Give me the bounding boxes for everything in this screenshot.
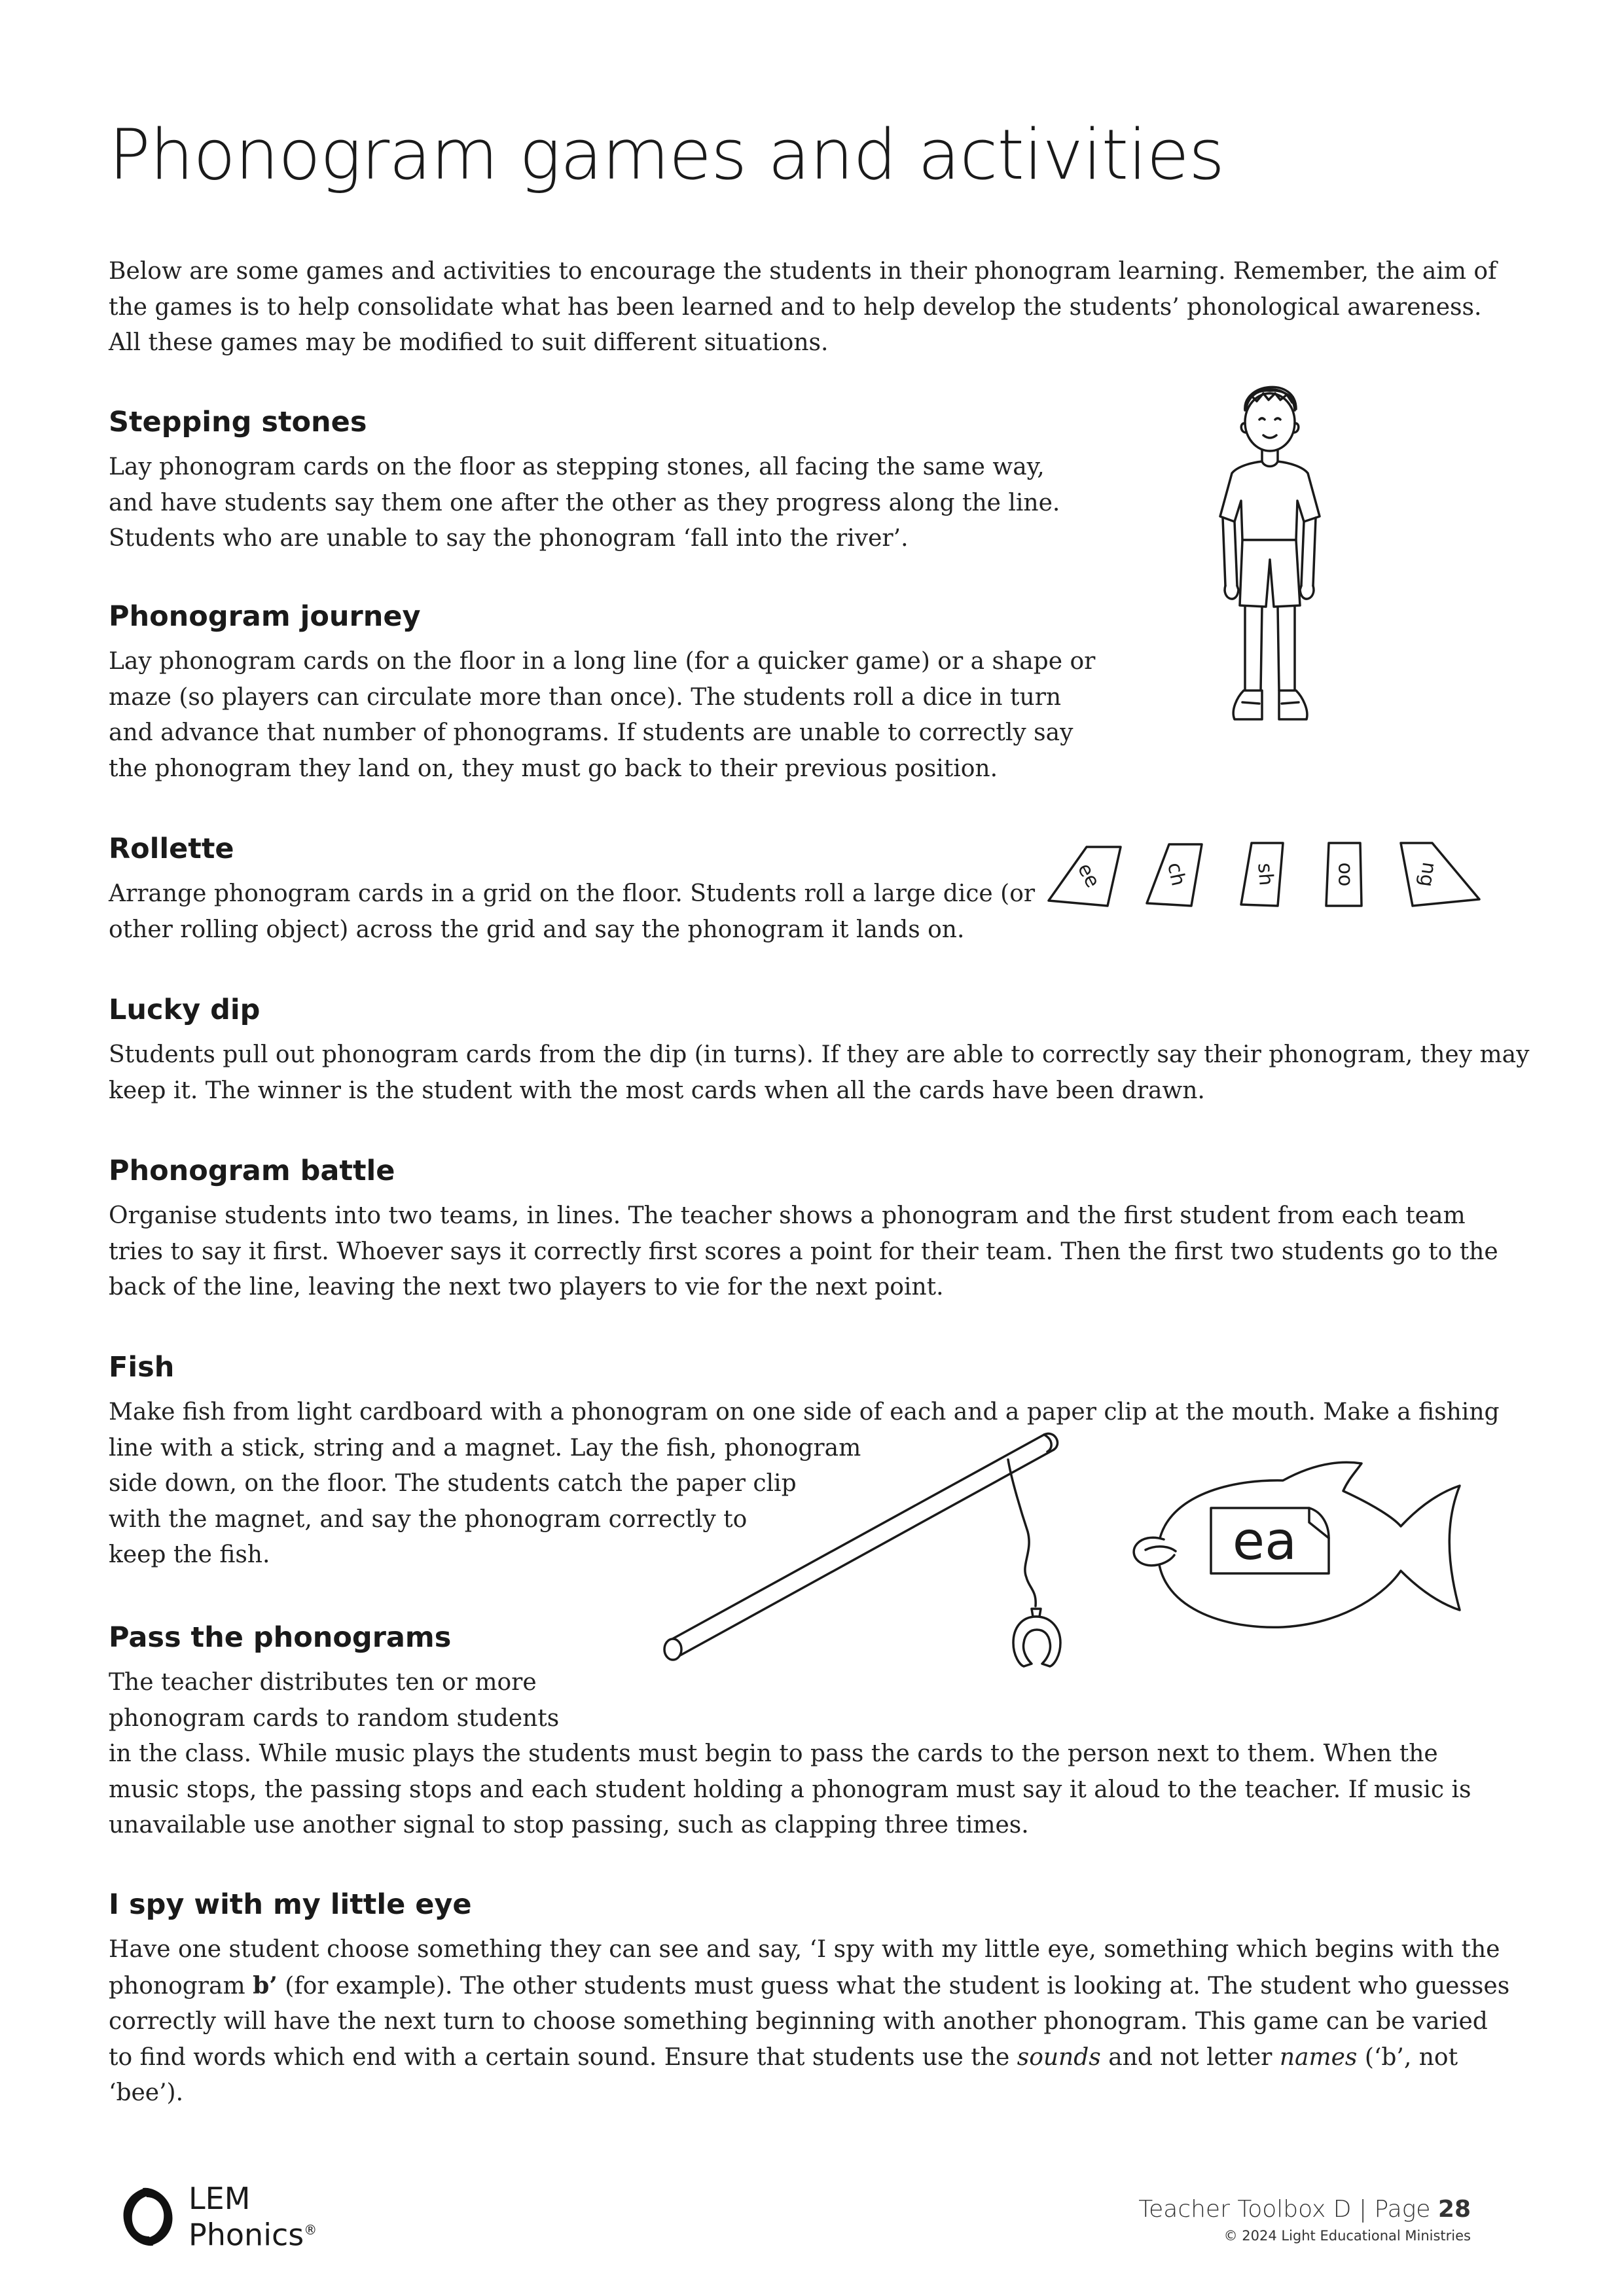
section-line: line with a stick, string and a magnet. Lay the fish, phonogram	[109, 1434, 861, 1462]
section-heading: Pass the phonograms	[109, 1621, 452, 1654]
logo-line-2: Phonics	[189, 2217, 304, 2253]
section-heading: Phonogram journey	[109, 600, 421, 633]
section-line: side down, on the floor. The students catch the paper clip	[109, 1470, 797, 1497]
card-label: ng	[1415, 860, 1441, 889]
section-heading: Lucky dip	[109, 994, 261, 1026]
section-phonogram-journey	[109, 597, 1095, 787]
section-line: correctly will have the next turn to choose something beginning with another phonogram. This game can be varied	[109, 2008, 1488, 2035]
page-title: Phonogram games and activities	[109, 115, 1225, 195]
section-i-spy	[109, 1885, 1509, 2111]
section-line: keep it. The winner is the student with the most cards when all the cards have been drawn.	[109, 1077, 1205, 1104]
section-phonogram-battle	[109, 1151, 1498, 1306]
section-line: Have one student choose something they can see and say, ‘I spy with my little eye, something which begins with the	[109, 1936, 1500, 1963]
section-stepping-stones	[109, 403, 1060, 557]
section-line: and have students say them one after the other as they progress along the line.	[109, 489, 1060, 516]
section-line: phonogram cards to random students	[109, 1704, 560, 1732]
section-line: keep the fish.	[109, 1541, 270, 1568]
section-heading: Phonogram battle	[109, 1155, 395, 1187]
logo-text	[189, 2181, 317, 2253]
page-number: 28	[1437, 2196, 1471, 2223]
section-heading: Rollette	[109, 833, 234, 865]
logo-registered-mark: ®	[304, 2222, 317, 2238]
section-line: music stops, the passing stops and each student holding a phonogram must say it aloud to the teacher. If music is	[109, 1776, 1471, 1803]
intro-line: All these games may be modified to suit different situations.	[109, 329, 829, 356]
boy-illustration	[1191, 370, 1348, 808]
doc-title: Teacher Toolbox D	[1138, 2196, 1352, 2223]
section-line: tries to say it first. Whoever says it correctly first scores a point for their team. Then the first two students go to the	[109, 1238, 1498, 1265]
section-line: phonogram b’ (for example). The other students must guess what the student is looking at. The student who guesses	[109, 1971, 1510, 2000]
section-line: Arrange phonogram cards in a grid on the floor. Students roll a large dice (or	[109, 880, 1036, 907]
section-line: the phonogram they land on, they must go back to their previous position.	[109, 755, 998, 782]
logo-line-1: LEM	[189, 2181, 251, 2216]
intro-line: Below are some games and activities to encourage the students in their phonogram learning. Remember, the aim of	[109, 258, 1497, 285]
lem-phonics-logo	[113, 2181, 348, 2253]
fishing-rod-illustration	[655, 1420, 1087, 1695]
card-label: ee	[1072, 859, 1105, 892]
section-line: maze (so players can circulate more than once). The students roll a dice in turn	[109, 683, 1062, 711]
section-lucky-dip	[109, 990, 1529, 1109]
copyright-text: © 2024 Light Educational Ministries	[1223, 2228, 1471, 2244]
section-line: Make fish from light cardboard with a phonogram on one side of each and a paper clip at the mouth. Make a fishing	[109, 1399, 1500, 1426]
section-line: to find words which end with a certain sound. Ensure that students use the sounds and not letter names (‘b’, not	[109, 2043, 1458, 2071]
section-line: with the magnet, and say the phonogram correctly to	[109, 1505, 748, 1533]
section-line: Students pull out phonogram cards from the dip (in turns). If they are able to correctly say their phonogram, they may	[109, 1041, 1530, 1068]
section-line: in the class. While music plays the students must begin to pass the cards to the person next to them. When the	[109, 1740, 1438, 1767]
intro-paragraph	[109, 254, 1496, 361]
section-line: ‘bee’).	[109, 2079, 184, 2106]
card-label: oo	[1333, 862, 1357, 887]
section-line: unavailable use another signal to stop passing, such as clapping three times.	[109, 1812, 1029, 1839]
intro-line: the games is to help consolidate what has been learned and to help develop the students’ phonological awareness.	[109, 293, 1482, 321]
section-line: Lay phonogram cards on the floor as stepping stones, all facing the same way,	[109, 454, 1045, 480]
card-label: sh	[1253, 862, 1278, 887]
phonogram-cards-illustration	[1047, 838, 1486, 910]
footer-doc-info	[1138, 2196, 1471, 2223]
section-line: other rolling object) across the grid and say the phonogram it lands on.	[109, 916, 965, 943]
section-heading: Fish	[109, 1351, 175, 1384]
section-rollette	[109, 829, 1035, 948]
fish-illustration	[1113, 1440, 1479, 1649]
separator: |	[1358, 2196, 1367, 2223]
section-line: Students who are unable to say the phonogram ‘fall into the river’.	[109, 525, 909, 552]
fish-phonogram-label: ea	[1232, 1511, 1297, 1571]
page-label: Page	[1374, 2196, 1431, 2223]
section-heading: Stepping stones	[109, 406, 367, 439]
section-heading: I spy with my little eye	[109, 1888, 472, 1921]
logo-mark-icon	[115, 2184, 181, 2250]
section-line: back of the line, leaving the next two players to vie for the next point.	[109, 1274, 944, 1300]
section-line: Organise students into two teams, in lines. The teacher shows a phonogram and the first student from each team	[109, 1202, 1466, 1229]
card-shape	[1401, 843, 1479, 906]
section-line: The teacher distributes ten or more	[109, 1669, 537, 1696]
card-label: ch	[1163, 860, 1190, 888]
section-line: Lay phonogram cards on the floor in a long line (for a quicker game) or a shape or	[109, 648, 1096, 675]
section-line: and advance that number of phonograms. If students are unable to correctly say	[109, 719, 1074, 746]
page-footer	[1138, 2196, 1471, 2244]
